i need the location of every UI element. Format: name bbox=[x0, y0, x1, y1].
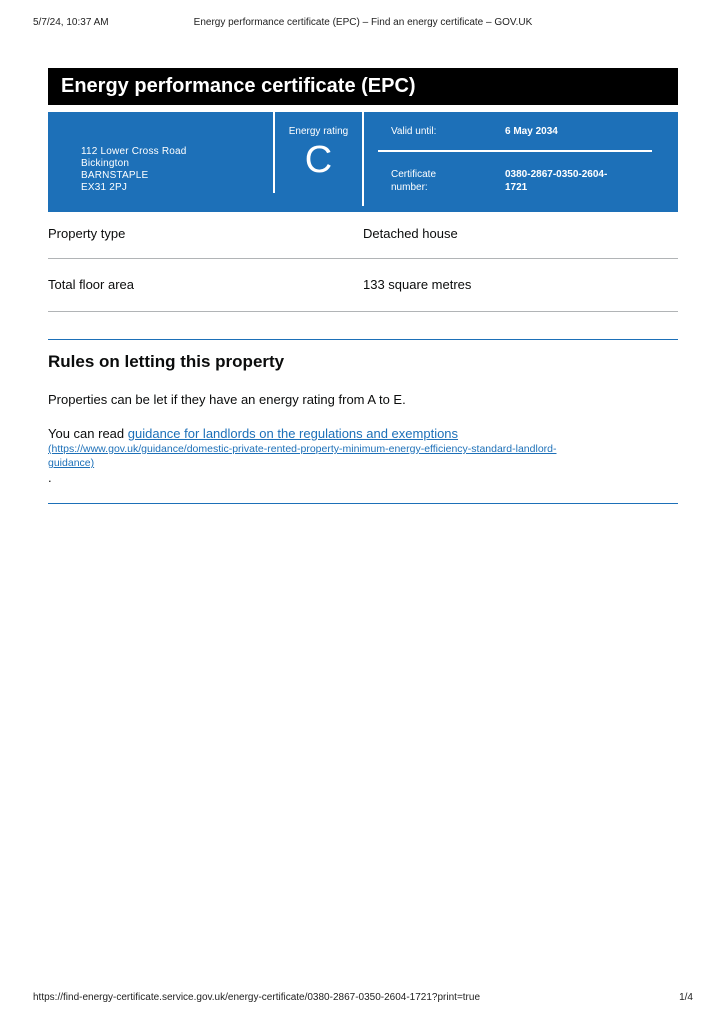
property-type-label: Property type bbox=[48, 226, 126, 241]
address-line: 112 Lower Cross Road bbox=[81, 146, 187, 157]
valid-until-label: Valid until: bbox=[391, 126, 437, 137]
print-datetime: 5/7/24, 10:37 AM bbox=[33, 17, 109, 28]
print-page-title: Energy performance certificate (EPC) – Find an energy certificate – GOV.UK bbox=[193, 17, 533, 28]
url-line: guidance) bbox=[48, 457, 95, 469]
energy-rating-box bbox=[275, 126, 362, 180]
paragraph-prefix: You can read bbox=[48, 426, 128, 441]
certificate-summary bbox=[48, 112, 678, 212]
certificate-number-value bbox=[505, 168, 630, 194]
address-line: EX31 2PJ bbox=[81, 182, 128, 193]
letting-rules-paragraph: Properties can be let if they have an energy rating from A to E. bbox=[48, 392, 406, 407]
floor-area-label: Total floor area bbox=[48, 277, 134, 292]
section-divider bbox=[48, 503, 678, 504]
summary-divider bbox=[362, 112, 364, 206]
section-divider bbox=[48, 339, 678, 340]
certificate-number-line: 1721 bbox=[505, 182, 528, 193]
landlord-guidance-link[interactable]: guidance for landlords on the regulations and exemptions bbox=[127, 426, 459, 441]
property-type-value: Detached house bbox=[363, 226, 458, 241]
property-type-row bbox=[48, 226, 678, 259]
floor-area-row bbox=[48, 277, 678, 312]
print-url: https://find-energy-certificate.service.gov.uk/energy-certificate/0380-2867-0350-2604-1721?print=true bbox=[33, 992, 481, 1003]
address-line: BARNSTAPLE bbox=[81, 170, 149, 181]
energy-rating-label: Energy rating bbox=[288, 126, 349, 137]
certificate-number-label: Certificate number: bbox=[391, 169, 437, 193]
paragraph-suffix: . bbox=[48, 470, 52, 485]
energy-rating-letter: C bbox=[304, 139, 333, 181]
print-header bbox=[33, 17, 693, 31]
summary-divider-horizontal bbox=[378, 150, 652, 152]
certificate-number-line: 0380-2867-0350-2604- bbox=[505, 169, 608, 180]
valid-until-value: 6 May 2034 bbox=[505, 126, 558, 137]
floor-area-value: 133 square metres bbox=[363, 277, 472, 292]
landlord-guidance-url[interactable] bbox=[48, 442, 648, 470]
address-line: Bickington bbox=[81, 158, 130, 169]
certificate-heading: Energy performance certificate (EPC) bbox=[48, 68, 678, 105]
letting-rules-heading: Rules on letting this property bbox=[48, 352, 285, 371]
url-line: (https://www.gov.uk/guidance/domestic-private-rented-property-minimum-energy-efficiency-standard-landlord- bbox=[48, 443, 557, 455]
page-number: 1/4 bbox=[679, 992, 693, 1003]
landlord-guidance-paragraph bbox=[48, 426, 648, 485]
property-address bbox=[81, 146, 187, 194]
print-footer bbox=[33, 992, 693, 1006]
